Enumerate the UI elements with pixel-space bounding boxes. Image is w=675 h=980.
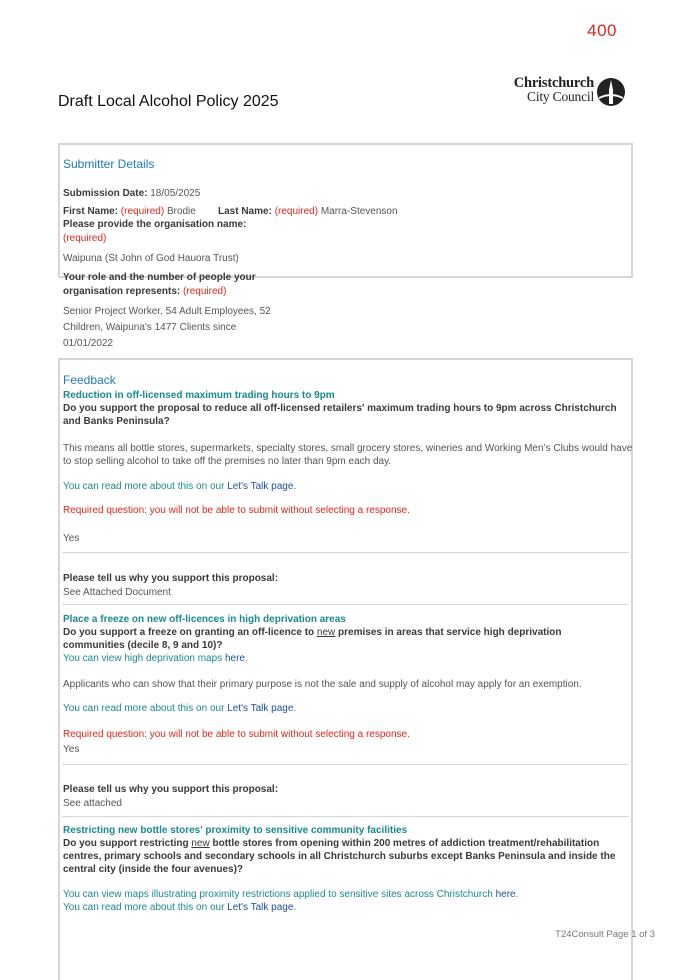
submission-date-label: Submission Date:: [63, 188, 148, 199]
q1-heading: Reduction in off-licensed maximum trading hours to 9pm: [63, 390, 335, 401]
q1-why-label: Please tell us why you support this proposal:: [63, 573, 279, 584]
q3-read-more: [63, 902, 296, 913]
q1-info-line-2: to stop selling alcohol to take off the premises no later than 9pm each day.: [63, 456, 392, 467]
q2-maps: [63, 653, 248, 664]
org-name-value: Waipuna (St John of God Hauora Trust): [63, 253, 239, 264]
q1-answer: Yes: [63, 533, 80, 544]
q3-question-line-1: [63, 837, 599, 850]
last-name-row: [218, 205, 398, 218]
q2-question-part-c: premises in areas that service high deprivation: [335, 627, 562, 638]
q2-question-line-2: communities (decile 8, 9 and 10)?: [63, 640, 223, 651]
q3-read-more-suffix: .: [293, 902, 297, 913]
document-title: Draft Local Alcohol Policy 2025: [58, 93, 279, 110]
first-name-row: [63, 205, 196, 218]
q2-maps-link[interactable]: here: [224, 653, 245, 664]
q2-read-more-text: You can read more about this on our: [63, 703, 228, 714]
divider: [62, 604, 629, 605]
role-value-line-3: 01/01/2022: [63, 338, 114, 349]
q2-question-line-1: [63, 626, 561, 639]
required-tag: (required): [63, 233, 107, 244]
logo-line-1: Christchurch: [513, 75, 594, 91]
q2-why-answer: See attached: [63, 798, 122, 809]
submission-date-row: [63, 187, 200, 200]
q2-read-more-suffix: .: [293, 703, 297, 714]
q3-question-line-2: centres, primary schools and secondary schools in all Christchurch suburbs except Banks Peninsula and inside the: [63, 851, 616, 862]
q3-read-more-text: You can read more about this on our: [63, 902, 228, 913]
q1-info-line-1: This means all bottle stores, supermarkets, specialty stores, small grocery stores, wineries and Working Men’s Clubs would have: [63, 443, 633, 454]
first-name-label: First Name:: [63, 206, 119, 217]
cathedral-icon: [596, 77, 626, 107]
page-number: 400: [587, 21, 617, 40]
submission-date-value: 18/05/2025: [150, 188, 201, 199]
q1-required-note: Required question: you will not be able to submit without selecting a response.: [63, 505, 410, 516]
org-name-label: Please provide the organisation name:: [63, 219, 247, 230]
role-label-line-1: Your role and the number of people your: [63, 272, 256, 283]
required-tag: (required): [120, 206, 165, 217]
q2-question-new: new: [316, 627, 336, 638]
q3-question-line-3: central city (inside the four avenues)?: [63, 864, 244, 875]
first-name-value: Brodie: [166, 206, 196, 217]
role-value-line-2: Children, Waipuna's 1477 Clients since: [63, 322, 237, 333]
q3-heading: Restricting new bottle stores' proximity to sensitive community facilities: [63, 825, 408, 836]
logo-line-2: City Council: [527, 89, 594, 104]
q3-lets-talk-link[interactable]: Let's Talk page: [227, 902, 294, 913]
feedback-title: Feedback: [63, 373, 116, 387]
q3-maps: [63, 889, 518, 900]
role-value-line-1: Senior Project Worker, 54 Adult Employees, 52: [63, 306, 271, 317]
q3-maps-text: You can view maps illustrating proximity restrictions applied to sensitive sites across Christchurch: [63, 889, 496, 900]
last-name-label: Last Name:: [218, 206, 272, 217]
q3-question-part-c: bottle stores from opening within 200 metres of addiction treatment/rehabilitation: [209, 838, 600, 849]
q1-question-line-1: Do you support the proposal to reduce all off-licensed retailers' maximum trading hours to 9pm across Christchurch: [63, 403, 617, 414]
council-logo: [500, 76, 628, 108]
q2-answer: Yes: [63, 744, 80, 755]
required-tag: (required): [274, 206, 319, 217]
q1-read-more-suffix: .: [293, 481, 297, 492]
q1-read-more: [63, 481, 296, 492]
q2-maps-text: You can view high deprivation maps: [63, 653, 225, 664]
q3-question-new: new: [191, 838, 210, 849]
required-tag: (required): [183, 286, 227, 297]
submitter-details-title: Submitter Details: [63, 157, 155, 171]
q1-read-more-text: You can read more about this on our: [63, 481, 228, 492]
q2-lets-talk-link[interactable]: Let's Talk page: [227, 703, 294, 714]
q2-question-part-a: Do you support a freeze on granting an off-licence to: [63, 627, 317, 638]
q2-heading: Place a freeze on new off-licences in high deprivation areas: [63, 614, 346, 625]
q3-maps-link[interactable]: here: [495, 889, 516, 900]
q2-info: Applicants who can show that their primary purpose is not the sale and supply of alcohol may apply for an exemption.: [63, 679, 582, 690]
q2-why-label: Please tell us why you support this proposal:: [63, 784, 279, 795]
q2-maps-suffix: .: [244, 653, 248, 664]
page-footer: T24Consult Page 1 of 3: [555, 929, 655, 940]
divider: [62, 816, 629, 817]
q1-question-line-2: and Banks Peninsula?: [63, 416, 170, 427]
last-name-value: Marra-Stevenson: [320, 206, 398, 217]
divider: [62, 764, 629, 765]
q1-lets-talk-link[interactable]: Let's Talk page: [227, 481, 294, 492]
role-label-line-2-row: [63, 286, 226, 297]
q1-why-answer: See Attached Document: [63, 587, 171, 598]
q2-required-note: Required question: you will not be able to submit without selecting a response.: [63, 729, 410, 740]
divider: [62, 552, 629, 553]
q3-question-part-a: Do you support restricting: [63, 838, 192, 849]
role-label-line-2: organisation represents:: [63, 286, 181, 297]
q2-read-more: [63, 703, 296, 714]
q3-maps-suffix: .: [515, 889, 519, 900]
